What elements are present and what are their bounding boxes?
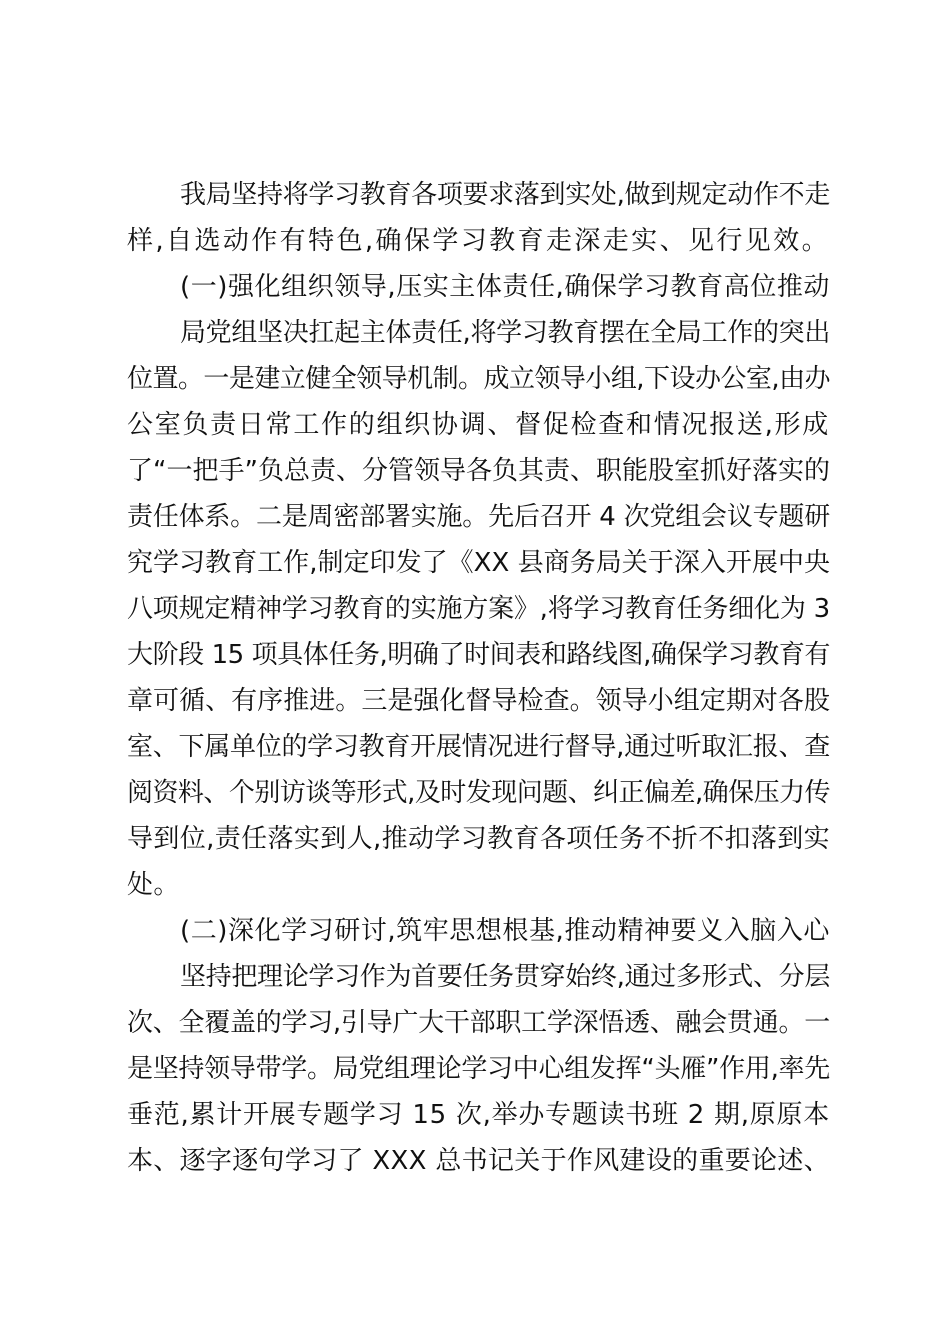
paragraph-2-line-10: 室、下属单位的学习教育开展情况进行督导,通过听取汇报、查 xyxy=(127,732,831,762)
paragraph-2-line-11: 阅资料、个别访谈等形式,及时发现问题、纠正偏差,确保压力传 xyxy=(127,778,830,808)
paragraph-2-line-3: 公室负责日常工作的组织协调、督促检查和情况报送,形成 xyxy=(127,410,830,440)
paragraph-2-line-5: 责任体系。二是周密部署实施。先后召开 4 次党组会议专题研 xyxy=(127,502,830,532)
paragraph-3-line-1: 坚持把理论学习作为首要任务贯穿始终,通过多形式、分层 xyxy=(180,962,830,992)
paragraph-3-line-2: 次、全覆盖的学习,引导广大干部职工学深悟透、融会贯通。一 xyxy=(127,1008,831,1038)
paragraph-2-line-6: 究学习教育工作,制定印发了《XX 县商务局关于深入开展中央 xyxy=(127,548,830,578)
paragraph-3-line-3: 是坚持领导带学。局党组理论学习中心组发挥“头雁”作用,率先 xyxy=(127,1054,830,1084)
paragraph-2-line-12: 导到位,责任落实到人,推动学习教育各项任务不折不扣落到实 xyxy=(127,824,830,854)
paragraph-3-line-5: 本、逐字逐句学习了 XXX 总书记关于作风建设的重要论述、 xyxy=(127,1146,830,1176)
section-heading-2: (二)深化学习研讨,筑牢思想根基,推动精神要义入脑入心 xyxy=(180,916,830,946)
paragraph-3-line-4: 垂范,累计开展专题学习 15 次,举办专题读书班 2 期,原原本 xyxy=(127,1100,830,1130)
paragraph-2-line-7: 八项规定精神学习教育的实施方案》,将学习教育任务细化为 3 xyxy=(127,594,830,624)
section-heading-1: (一)强化组织领导,压实主体责任,确保学习教育高位推动 xyxy=(180,272,830,302)
paragraph-2-line-13: 处。 xyxy=(127,870,180,900)
paragraph-1-line-2: 样,自选动作有特色,确保学习教育走深走实、见行见效。 xyxy=(127,226,830,256)
paragraph-2-line-9: 章可循、有序推进。三是强化督导检查。领导小组定期对各股 xyxy=(127,686,830,716)
paragraph-2-line-4: 了“一把手”负总责、分管领导各负其责、职能股室抓好落实的 xyxy=(127,456,830,486)
paragraph-2-line-2: 位置。一是建立健全领导机制。成立领导小组,下设办公室,由办 xyxy=(127,364,830,394)
paragraph-2-line-8: 大阶段 15 项具体任务,明确了时间表和路线图,确保学习教育有 xyxy=(127,640,830,670)
paragraph-1-line-1: 我局坚持将学习教育各项要求落到实处,做到规定动作不走 xyxy=(180,180,830,210)
paragraph-2-line-1: 局党组坚决扛起主体责任,将学习教育摆在全局工作的突出 xyxy=(180,318,830,348)
